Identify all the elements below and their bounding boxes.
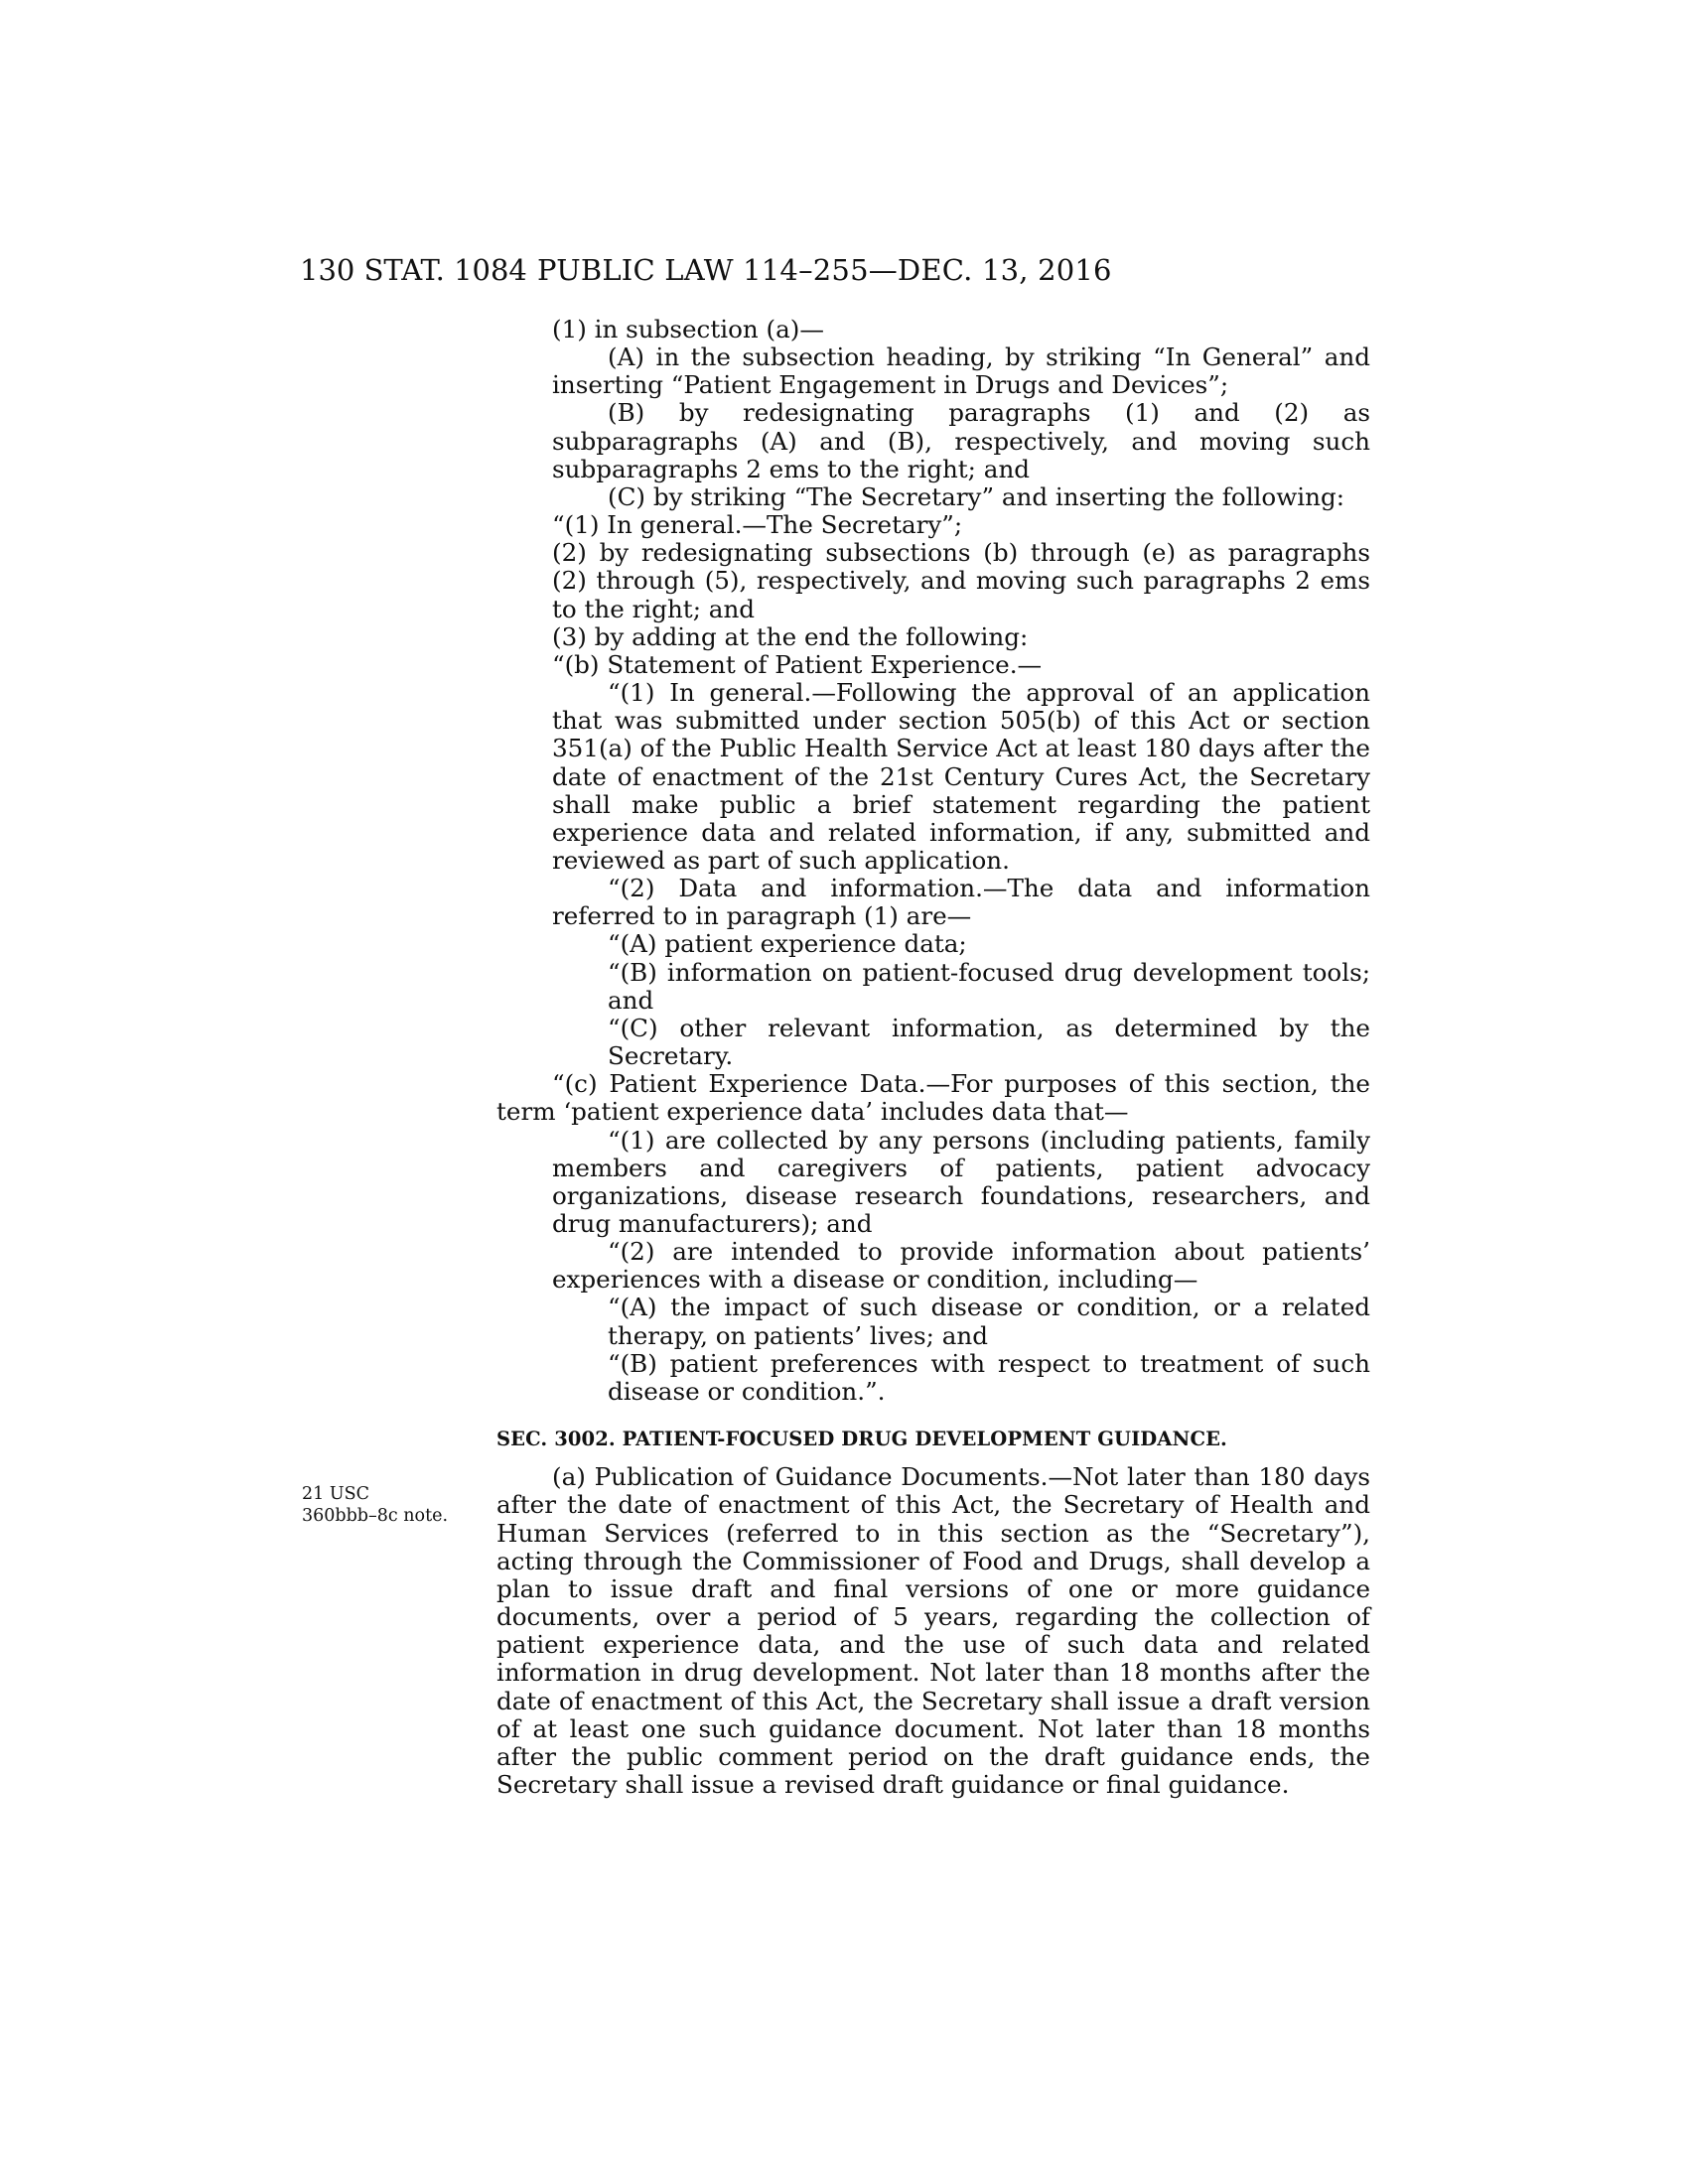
paragraph-1-b: (B) by redesignating paragraphs (1) and (2) as subparagraphs (A) and (B), respectively, and moving such subparagraphs 2 ems to the right; and [552, 398, 1370, 483]
paragraph-3: (3) by adding at the end the following: [552, 621, 1029, 651]
margin-citation-note [302, 1483, 491, 1527]
subsection-b-2-a: “(A) patient experience data; [608, 929, 967, 959]
running-head [300, 250, 1372, 290]
subsection-b-2-c: “(C) other relevant information, as determined by the Secretary. [608, 1013, 1370, 1071]
subsection-b-2: “(2) Data and information.—The data and information referred to in paragraph (1) are— [552, 874, 1370, 931]
subsection-b-2-b: “(B) information on patient-focused drug development tools; and [608, 957, 1370, 1015]
paragraph-2: (2) by redesignating subsections (b) through (e) as paragraphs (2) through (5), respectively, and moving such paragraphs 2 ems to the right; and [552, 538, 1370, 623]
subsection-c-2-a: “(A) the impact of such disease or condition, or a related therapy, on patients’ lives; and [608, 1293, 1370, 1350]
margin-note-line-1: 21 USC [302, 1484, 369, 1504]
subsection-c-2: “(2) are intended to provide information about patients’ experiences with a disease or condition, including— [552, 1237, 1370, 1295]
subsection-c-2-b: “(B) patient preferences with respect to treatment of such disease or condition.”. [608, 1348, 1370, 1406]
subsection-c-1: “(1) are collected by any persons (including patients, family members and caregivers of patients, patient advocacy organizations, disease research foundations, researchers, and drug manufacturers); and [552, 1125, 1370, 1238]
subsection-b-1: “(1) In general.—Following the approval of an application that was submitted under section 505(b) of this Act or section 351(a) of the Public Health Service Act at least 180 days after the date of enactment of the 21st Century Cures Act, the Secretary shall make public a brief statement regarding the patient experience data and related information, if any, submitted and reviewed as part of such application. [552, 678, 1370, 875]
paragraph-1-c: (C) by striking “The Secretary” and inserting the following: [608, 481, 1345, 511]
paragraph-1-a: (A) in the subsection heading, by striking “In General” and inserting “Patient Engagement in Drugs and Devices”; [552, 342, 1370, 400]
paragraph-1: (1) in subsection (a)— [552, 315, 824, 343]
paragraph-1-c-quote: “(1) In general.—The Secretary”; [552, 510, 963, 540]
public-law-title: PUBLIC LAW 114–255—DEC. 13, 2016 [537, 253, 1112, 287]
margin-note-line-2: 360bbb–8c note. [302, 1506, 449, 1526]
statute-page-reference: 130 STAT. 1084 [300, 253, 527, 287]
subsection-b-heading: “(b) Statement of Patient Experience.— [552, 649, 1043, 679]
section-heading: SEC. 3002. PATIENT-FOCUSED DRUG DEVELOPMENT GUIDANCE. [496, 1428, 1227, 1451]
section-3002-a: (a) Publication of Guidance Documents.—Not later than 180 days after the date of enactment of this Act, the Secretary of Health and Human Services (referred to in this section as the “Secretary”), acting through the Commissioner of Food and Drugs, shall develop a plan to issue draft and final versions of one or more guidance documents, over a period of 5 years, regarding the collection of patient experience data, and the use of such data and related information in drug development. Not later than 18 months after the date of enactment of this Act, the Secretary shall issue a draft version of at least one such guidance document. Not later than 18 months after the public comment period on the draft guidance ends, the Secretary shall issue a revised draft guidance or final guidance. [496, 1462, 1370, 1799]
body-text [496, 316, 1370, 1799]
subsection-c: “(c) Patient Experience Data.—For purposes of this section, the term ‘patient experience data’ includes data that— [496, 1069, 1370, 1127]
